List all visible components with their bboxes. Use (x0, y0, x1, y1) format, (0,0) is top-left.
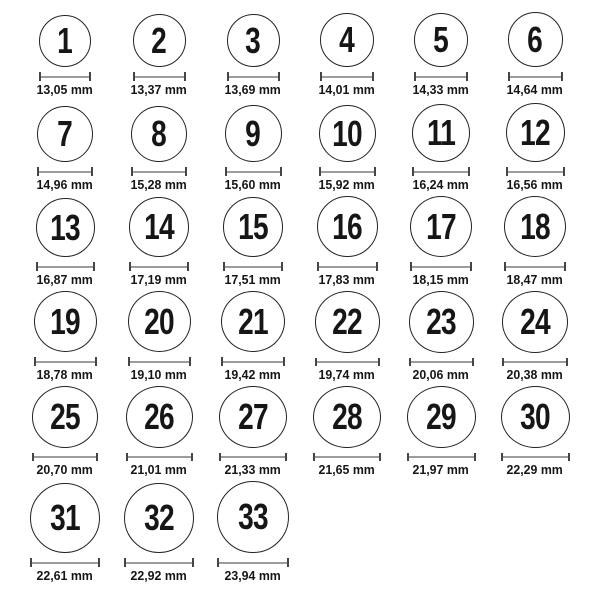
ring-circle (129, 197, 189, 257)
diameter-measure-line (128, 357, 191, 366)
diameter-measure-bar (416, 76, 466, 78)
ring-size-number: 22 (332, 300, 362, 342)
diameter-label: 19,42 mm (224, 367, 282, 382)
ring-circle (126, 386, 193, 448)
ring-size-number: 21 (238, 300, 268, 342)
ring-circle (34, 291, 97, 352)
diameter-label: 13,05 mm (36, 82, 94, 97)
ring-circle (30, 483, 100, 553)
diameter-measure-bar (510, 76, 561, 78)
diameter-label: 20,38 mm (506, 367, 564, 382)
diameter-measure-bar (227, 171, 280, 173)
ring-size-cell (206, 6, 300, 101)
diameter-measure-line (219, 453, 287, 461)
ring-size-cell (488, 101, 582, 196)
diameter-measure-line (317, 262, 378, 271)
diameter-label: 14,33 mm (412, 82, 470, 97)
ring-size-number: 12 (520, 111, 550, 153)
diameter-measure-bar (412, 266, 470, 268)
diameter-measure-bar (225, 266, 281, 268)
ring-size-number: 24 (520, 300, 550, 342)
ring-size-cell (300, 291, 394, 386)
diameter-measure-bar (317, 361, 378, 363)
ring-size-cell (300, 101, 394, 196)
diameter-measure-bar (221, 456, 285, 458)
diameter-label: 14,96 mm (36, 177, 94, 192)
ring-size-number: 8 (151, 113, 167, 154)
diameter-measure-line (32, 453, 98, 461)
diameter-label: 16,56 mm (506, 177, 564, 192)
diameter-label: 15,92 mm (318, 177, 376, 192)
diameter-measure-line (129, 262, 189, 271)
ring-circle (504, 196, 566, 257)
ring-size-number: 20 (144, 300, 174, 342)
ring-circle (39, 15, 91, 67)
ring-size-cell (112, 196, 206, 291)
ring-circle (219, 386, 287, 448)
diameter-measure-line (225, 167, 282, 176)
diameter-measure-line (504, 262, 566, 271)
diameter-label: 22,61 mm (36, 568, 94, 583)
diameter-measure-bar (219, 562, 287, 564)
ring-size-number: 16 (332, 205, 362, 247)
diameter-label: 14,01 mm (318, 82, 376, 97)
ring-size-cell (394, 101, 488, 196)
ring-circle (223, 197, 283, 257)
ring-size-cell (488, 6, 582, 101)
diameter-label: 19,10 mm (130, 367, 188, 382)
ring-size-cell (206, 291, 300, 386)
diameter-measure-line (501, 453, 570, 461)
ring-size-cell (18, 386, 112, 481)
diameter-measure-line (221, 357, 285, 366)
ring-size-cell (394, 196, 488, 291)
diameter-measure-line (217, 558, 289, 567)
diameter-measure-bar (34, 456, 96, 458)
diameter-measure-bar (39, 171, 91, 173)
ring-size-cell (18, 6, 112, 101)
ring-circle (313, 386, 381, 448)
ring-size-number: 33 (238, 496, 268, 537)
ring-circle (317, 196, 378, 257)
diameter-measure-bar (503, 456, 568, 458)
diameter-measure-bar (506, 266, 564, 268)
ring-size-cell (394, 6, 488, 101)
diameter-measure-bar (315, 456, 379, 458)
ring-circle (221, 291, 285, 352)
ring-size-cell (300, 386, 394, 481)
ring-size-cell (206, 101, 300, 196)
ring-size-cell (488, 196, 582, 291)
ring-size-number: 26 (144, 395, 174, 437)
ring-size-cell (112, 6, 206, 101)
ring-size-cell (18, 196, 112, 291)
ring-circle (315, 291, 380, 353)
diameter-measure-line (409, 358, 474, 367)
diameter-measure-line (37, 167, 93, 176)
diameter-measure-line (36, 262, 95, 271)
diameter-measure-line (319, 167, 376, 176)
ring-circle (412, 104, 470, 162)
ring-circle (131, 106, 187, 162)
ring-size-number: 29 (426, 395, 456, 437)
diameter-measure-bar (321, 171, 374, 173)
ring-size-cell (18, 291, 112, 386)
diameter-measure-bar (409, 456, 474, 458)
diameter-measure-bar (133, 171, 185, 173)
diameter-measure-line (313, 453, 381, 461)
ring-size-number: 19 (50, 300, 80, 342)
ring-size-number: 28 (332, 395, 362, 437)
diameter-measure-line (502, 358, 568, 366)
ring-size-cell (112, 481, 206, 587)
diameter-measure-bar (508, 171, 563, 173)
diameter-label: 14,64 mm (506, 82, 564, 97)
diameter-label: 15,60 mm (224, 177, 282, 192)
ring-size-cell (18, 101, 112, 196)
ring-size-cell (112, 291, 206, 386)
diameter-measure-line (131, 167, 187, 176)
diameter-measure-bar (41, 76, 89, 78)
ring-size-number: 32 (144, 497, 174, 538)
ring-size-number: 31 (50, 497, 80, 538)
diameter-label: 19,74 mm (318, 367, 376, 382)
ring-size-cell (206, 481, 300, 587)
ring-size-cell (488, 386, 582, 481)
ring-circle (502, 291, 568, 353)
ring-size-number: 15 (238, 206, 268, 247)
diameter-label: 18,78 mm (36, 367, 94, 382)
ring-size-number: 27 (238, 395, 268, 437)
ring-size-number: 10 (332, 112, 362, 154)
ring-circle (319, 105, 376, 162)
diameter-measure-line (508, 72, 563, 81)
diameter-measure-line (39, 72, 91, 81)
ring-size-cell (394, 386, 488, 481)
ring-size-number: 2 (151, 19, 167, 61)
diameter-measure-line (315, 358, 380, 367)
diameter-measure-line (410, 262, 472, 271)
diameter-measure-bar (322, 76, 372, 78)
diameter-measure-bar (126, 562, 192, 564)
ring-size-cell (300, 6, 394, 101)
ring-circle (414, 13, 468, 67)
diameter-label: 20,06 mm (412, 367, 470, 382)
diameter-label: 16,87 mm (36, 272, 94, 287)
diameter-label: 22,29 mm (506, 462, 564, 477)
ring-size-cell (394, 291, 488, 386)
ring-size-cell (488, 291, 582, 386)
diameter-measure-line (223, 262, 283, 271)
diameter-label: 18,47 mm (506, 272, 564, 287)
ring-circle (508, 12, 563, 67)
ring-circle (36, 198, 95, 257)
diameter-measure-line (414, 72, 468, 81)
diameter-label: 23,94 mm (224, 568, 282, 583)
ring-size-number: 13 (50, 206, 80, 248)
ring-size-number: 4 (339, 19, 355, 60)
ring-circle (410, 196, 472, 257)
diameter-measure-line (227, 72, 280, 81)
ring-circle (506, 103, 565, 162)
diameter-label: 21,97 mm (412, 462, 470, 477)
diameter-measure-line (133, 72, 186, 81)
ring-size-cell (112, 101, 206, 196)
diameter-measure-line (126, 453, 193, 461)
diameter-measure-bar (504, 361, 566, 363)
diameter-measure-bar (229, 76, 278, 78)
diameter-measure-bar (135, 76, 184, 78)
diameter-label: 17,83 mm (318, 272, 376, 287)
diameter-label: 20,70 mm (36, 462, 94, 477)
diameter-measure-bar (36, 361, 95, 363)
diameter-label: 17,19 mm (130, 272, 188, 287)
diameter-measure-line (34, 357, 97, 366)
ring-size-cell (206, 196, 300, 291)
diameter-measure-bar (128, 456, 191, 458)
ring-size-number: 18 (520, 205, 550, 247)
ring-size-number: 17 (426, 205, 456, 247)
diameter-measure-bar (32, 562, 98, 564)
ring-size-number: 7 (57, 113, 73, 154)
ring-size-cell (112, 386, 206, 481)
ring-size-number: 3 (245, 19, 261, 61)
diameter-label: 21,33 mm (224, 462, 282, 477)
ring-size-number: 23 (426, 300, 456, 342)
ring-size-number: 1 (57, 20, 73, 61)
ring-circle (124, 483, 194, 553)
diameter-measure-bar (319, 266, 376, 268)
diameter-measure-line (506, 167, 565, 176)
ring-size-cell (300, 196, 394, 291)
ring-size-number: 25 (50, 395, 80, 437)
diameter-measure-line (412, 167, 470, 176)
ring-circle (227, 14, 280, 67)
ring-size-cell (18, 481, 112, 587)
ring-size-number: 9 (245, 112, 261, 154)
ring-size-number: 14 (144, 206, 174, 247)
ring-circle (225, 105, 282, 162)
diameter-label: 17,51 mm (224, 272, 282, 287)
ring-circle (409, 291, 474, 353)
diameter-measure-line (30, 558, 100, 567)
ring-size-number: 6 (527, 18, 543, 60)
diameter-measure-line (407, 453, 476, 461)
diameter-measure-bar (411, 361, 472, 363)
diameter-label: 21,65 mm (318, 462, 376, 477)
ring-circle (407, 386, 476, 448)
ring-size-number: 5 (433, 19, 449, 60)
diameter-label: 18,15 mm (412, 272, 470, 287)
ring-circle (32, 386, 98, 448)
diameter-label: 21,01 mm (130, 462, 188, 477)
diameter-label: 15,28 mm (130, 177, 188, 192)
ring-circle (320, 13, 374, 67)
ring-size-number: 11 (426, 112, 456, 153)
diameter-label: 16,24 mm (412, 177, 470, 192)
ring-circle (217, 481, 289, 553)
ring-circle (501, 386, 570, 448)
diameter-measure-bar (38, 266, 93, 268)
ring-size-number: 30 (520, 395, 550, 437)
ring-circle (133, 14, 186, 67)
ring-circle (37, 106, 93, 162)
diameter-measure-bar (131, 266, 187, 268)
ring-size-cell (206, 386, 300, 481)
diameter-measure-bar (223, 361, 283, 363)
diameter-measure-line (124, 558, 194, 567)
diameter-label: 22,92 mm (130, 568, 188, 583)
diameter-measure-bar (130, 361, 189, 363)
diameter-label: 13,69 mm (224, 82, 282, 97)
diameter-measure-bar (414, 171, 468, 173)
diameter-measure-line (320, 72, 374, 81)
diameter-label: 13,37 mm (130, 82, 188, 97)
ring-circle (128, 291, 191, 352)
